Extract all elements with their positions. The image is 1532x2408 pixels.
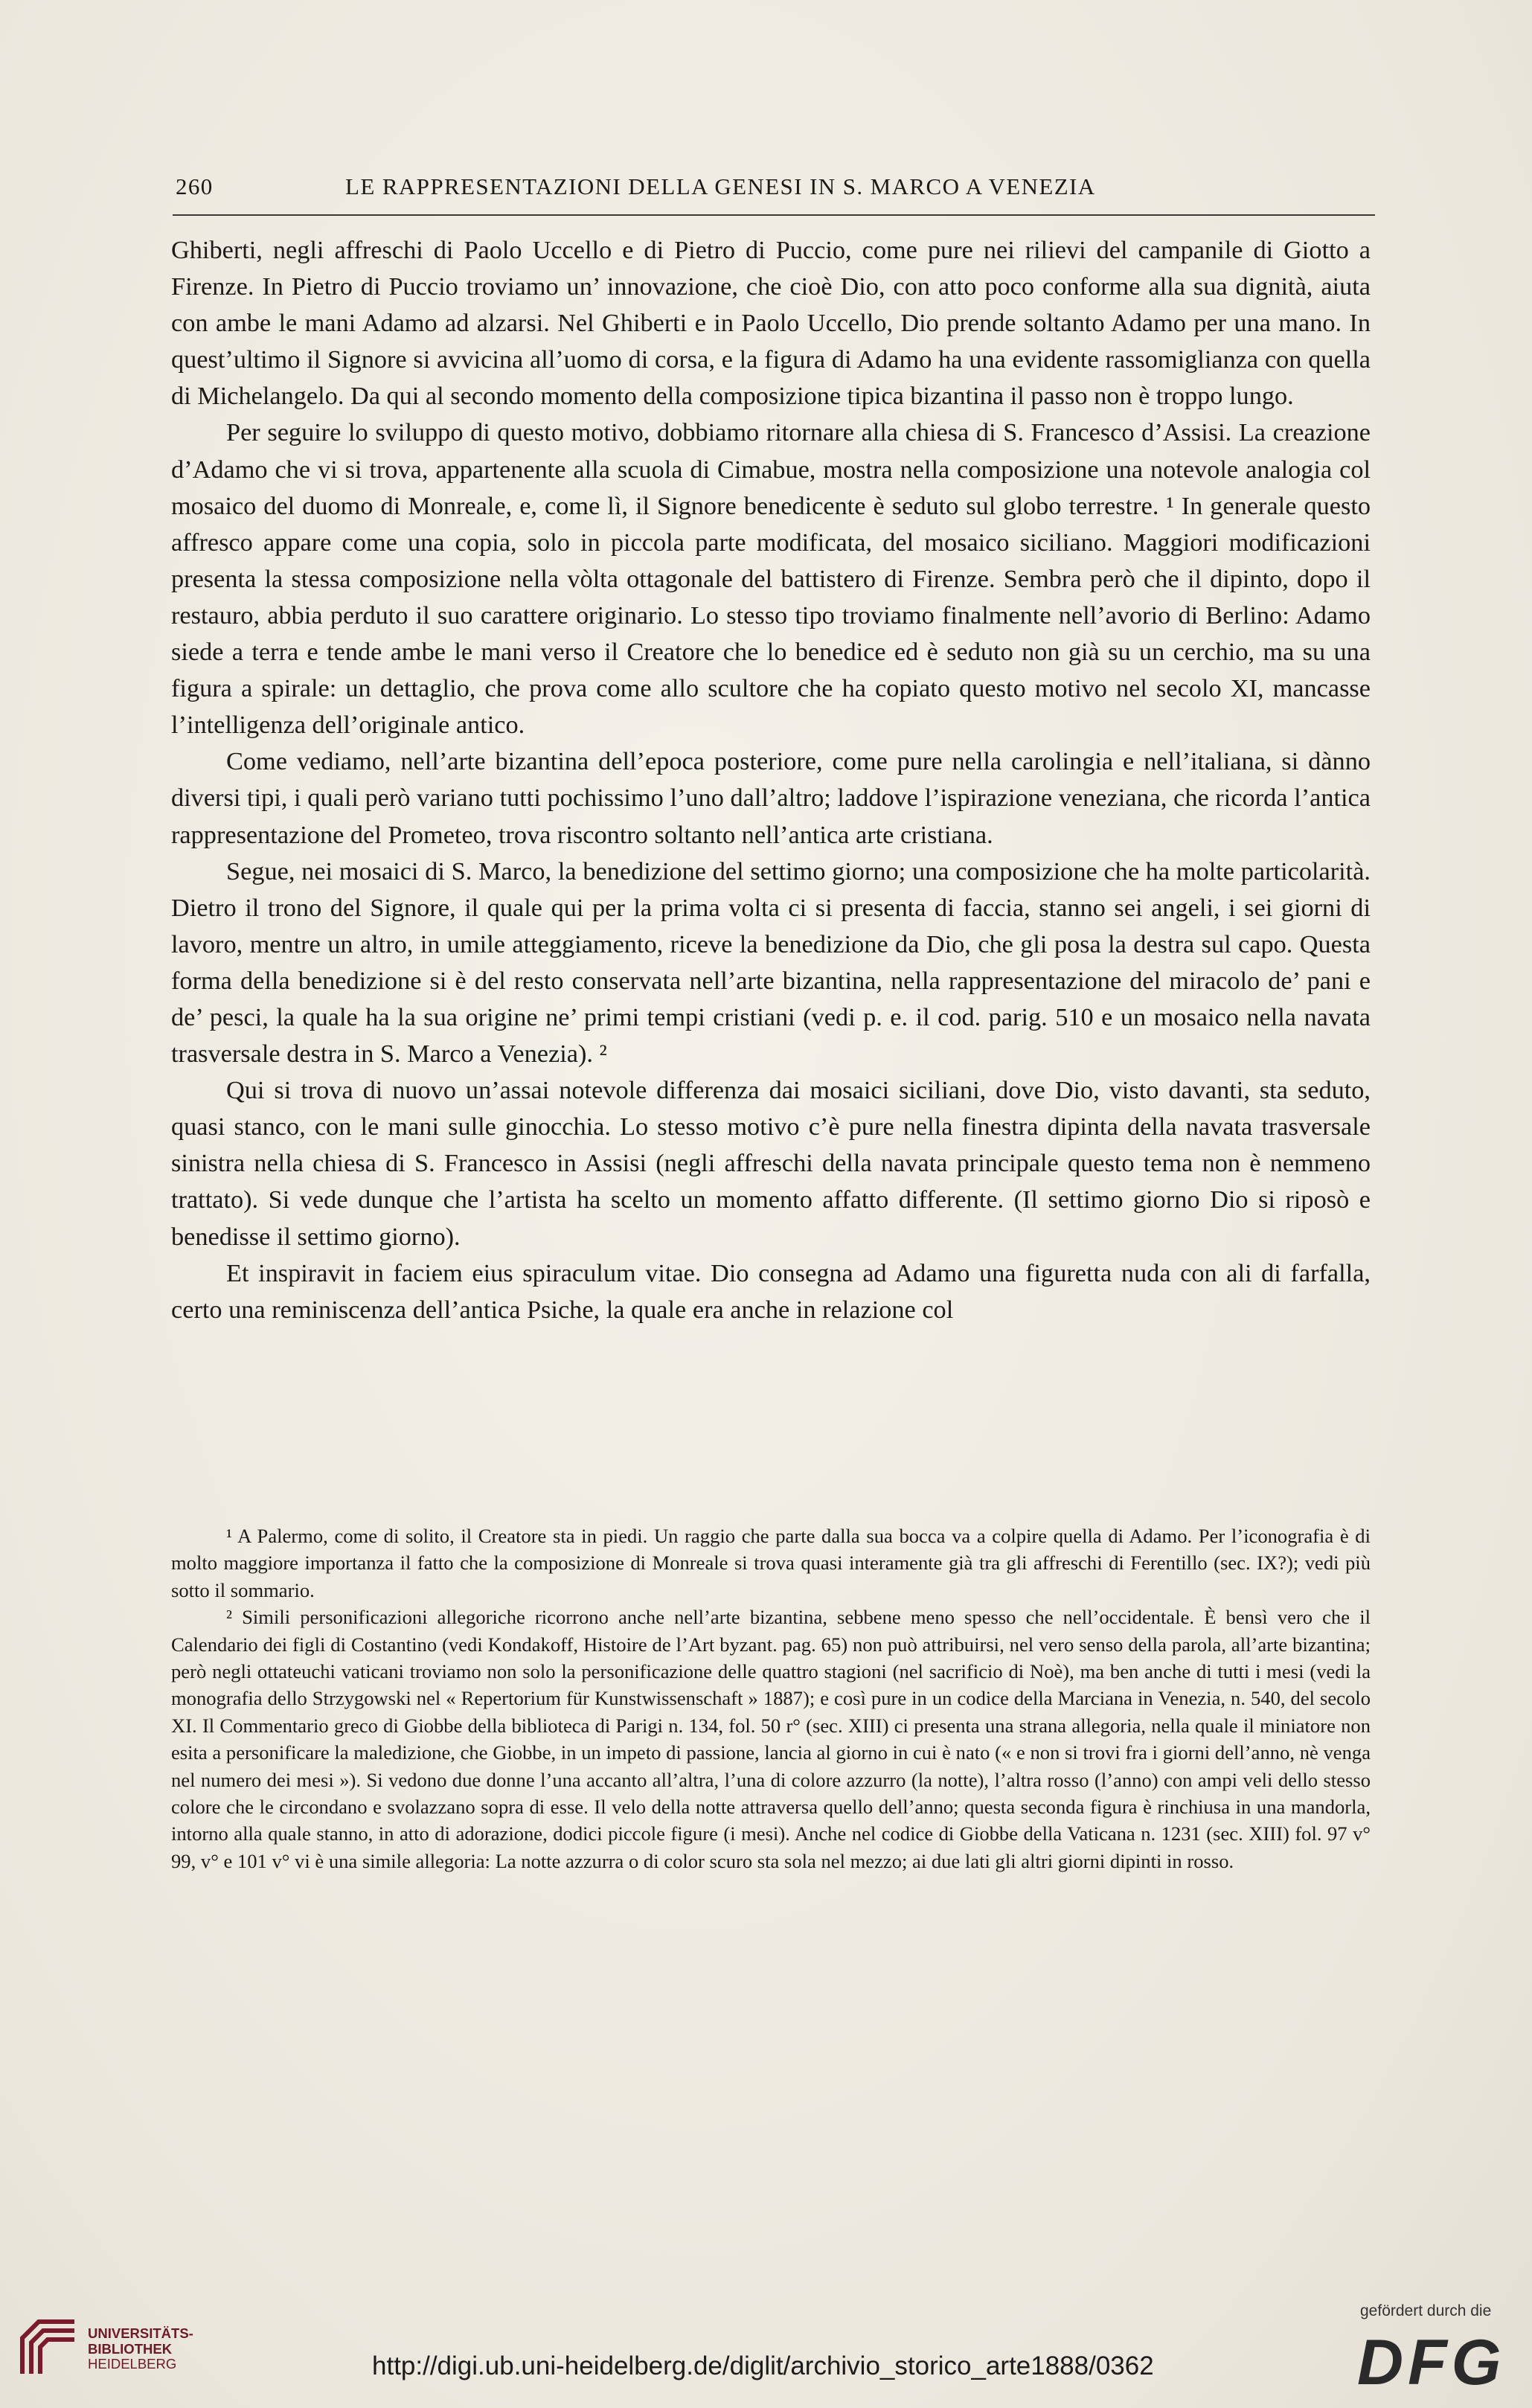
footnote: ¹ A Palermo, come di solito, il Creatore sta in piedi. Un raggio che parte dalla sua bocca va a colpire quella di Adamo. Per l’iconografia è di molto maggiore importanza il fatto che la composizione di Monreale si trova quasi interamente già tra gli affreschi di Ferentillo (sec. IX?); vedi più sotto il sommario.	[171, 1525, 1371, 1601]
footnote: ² Simili personificazioni allegoriche ricorrono anche nell’arte bizantina, sebbene meno spesso che nell’occidentale. È bensì vero che il Calendario dei figli di Costantino (vedi Kondakoff, Histoire de l’Art byzant. pag. 65) non può attribuirsi, nel vero senso della parola, all’arte bizantina; però negli ottateuchi vaticani troviamo non solo la personificazione delle quattro stagioni (nel sacrificio di Noè), ma ben anche di tutti i mesi (vedi la monografia dello Strzygowski nel « Repertorium für Kunstwissenschaft » 1887); e così pure in un codice della Marciana in Venezia, n. 540, del secolo XI. Il Commentario greco di Giobbe della biblioteca di Parigi n. 134, fol. 50 r° (sec. XIII) ci presenta una strana allegoria, nella quale il miniatore non esita a personificare la maledizione, che Giobbe, in un impeto di passione, lancia al giorno in cui è nato (« e non si trovi fra i giorni dell’anno, nè venga nel numero dei mesi »). Si vedono due donne l’una accanto all’altra, l’una di colore azzurro (la notte), l’altra rosso (l’anno) con ampi veli dello stesso colore che le circondano e svolazzano sopra di esse. Il velo della notte attraversa quello dell’anno; questa seconda figura è rinchiusa in una mandorla, intorno alla quale stanno, in atto di adorazione, dodici piccole figure (i mesi). Anche nel codice di Giobbe della Vaticana n. 1231 (sec. XIII) fol. 97 v° 99, v° e 101 v° vi è una simile allegoria: La notte azzurra o di color scuro sta sola nel mezzo; ai due lati gli altri giorni dipinti in rosso.	[171, 1606, 1371, 1872]
body-paragraph: Ghiberti, negli affreschi di Paolo Uccello e di Pietro di Puccio, come pure nei rilievi del campanile di Giotto a Firenze. In Pietro di Puccio troviamo un’ innovazione, che cioè Dio, con atto poco conforme alla sua dignità, aiuta con ambe le mani Adamo ad alzarsi. Nel Ghiberti e in Paolo Uccello, Dio prende soltanto Adamo per una mano. In quest’ultimo il Signore si avvicina all’uomo di corsa, e la figura di Adamo ha una evidente rassomiglianza con quella di Michelangelo. Da qui al secondo momento della composizione tipica bizantina il passo non è troppo lungo.	[171, 236, 1371, 411]
library-name-line: UNIVERSITÄTS-	[88, 2325, 193, 2341]
footnotes	[171, 1522, 1371, 1874]
header-rule	[173, 214, 1375, 216]
library-name-line: HEIDELBERG	[88, 2356, 177, 2372]
page-number: 260	[176, 173, 214, 199]
library-name-line: BIBLIOTHEK	[88, 2340, 173, 2357]
running-head-title: LE RAPPRESENTAZIONI DELLA GENESI IN S. MARCO A VENEZIA	[345, 173, 1096, 199]
permalink-url[interactable]: http://digi.ub.uni-heidelberg.de/diglit/archivio_storico_arte1888/0362	[372, 2351, 1154, 2380]
body-text	[171, 232, 1371, 1328]
university-library-logo-icon	[16, 2316, 80, 2380]
body-paragraph: Segue, nei mosaici di S. Marco, la benedizione del settimo giorno; una composizione che ha molte particolarità. Dietro il trono del Signore, il quale qui per la prima volta ci si presenta di faccia, stanno sei angeli, i sei giorni di lavoro, mentre un altro, in umile atteggiamento, riceve la benedizione da Dio, che gli posa la destra sul capo. Questa forma della benedizione si è del resto conservata nell’arte bizantina, nella rappresentazione del miracolo de’ pani e de’ pesci, la quale ha la sua origine ne’ primi tempi cristiani (vedi p. e. il cod. parig. 510 e un mosaico nella navata trasversale destra in S. Marco a Venezia). ²	[171, 856, 1371, 1069]
body-paragraph: Per seguire lo sviluppo di questo motivo, dobbiamo ritornare alla chiesa di S. Francesco d’Assisi. La creazione d’Adamo che vi si trova, appartenente alla scuola di Cimabue, mostra nella composizione una notevole analogia col mosaico del duomo di Monreale, e, come lì, il Signore benedicente è seduto sul globo terrestre. ¹ In generale questo affresco appare come una copia, solo in piccola parte modificata, del mosaico siciliano. Maggiori modificazioni presenta la stessa composizione nella vòlta ottagonale del battistero di Firenze. Sembra però che il dipinto, dopo il restauro, abbia perduto il suo carattere originario. Lo stesso tipo troviamo finalmente nell’avorio di Berlino: Adamo siede a terra e tende ambe le mani verso il Creatore che lo benedice ed è seduto non già su un cerchio, ma su una figura a spirale: un dettaglio, che prova come allo scultore che ha copiato questo motivo nel secolo XI, mancasse l’intelligenza dell’originale antico.	[171, 418, 1371, 740]
running-head	[176, 173, 1375, 212]
body-paragraph: Come vediamo, nell’arte bizantina dell’epoca posteriore, come pure nella carolingia e nell’italiana, si dànno diversi tipi, i quali però variano tutti pochissimo l’uno dall’altro; laddove l’ispirazione veneziana, che ricorda l’antica rappresentazione del Prometeo, trova riscontro soltanto nell’antica arte cristiana.	[171, 747, 1371, 849]
body-paragraph: Et inspiravit in faciem eius spiraculum vitae. Dio consegna ad Adamo una figuretta nuda con ali di farfalla, certo una reminiscenza dell’antica Psiche, la quale era anche in relazione col	[171, 1258, 1371, 1324]
library-name	[88, 2326, 193, 2372]
dfg-logo: DFG	[1357, 2327, 1506, 2398]
body-paragraph: Qui si trova di nuovo un’assai notevole differenza dai mosaici siciliani, dove Dio, visto davanti, sta seduto, quasi stanco, con le mani sulle ginocchia. Lo stesso motivo c’è pure nella finestra dipinta della navata trasversale sinistra nella chiesa di S. Francesco in Assisi (negli affreschi della navata principale questo tema non è nemmeno trattato). Si vede dunque che l’artista ha scelto un momento affatto differente. (Il settimo giorno Dio si riposò e benedisse il settimo giorno).	[171, 1076, 1371, 1251]
funder-note: gefördert durch die	[1360, 2302, 1492, 2319]
